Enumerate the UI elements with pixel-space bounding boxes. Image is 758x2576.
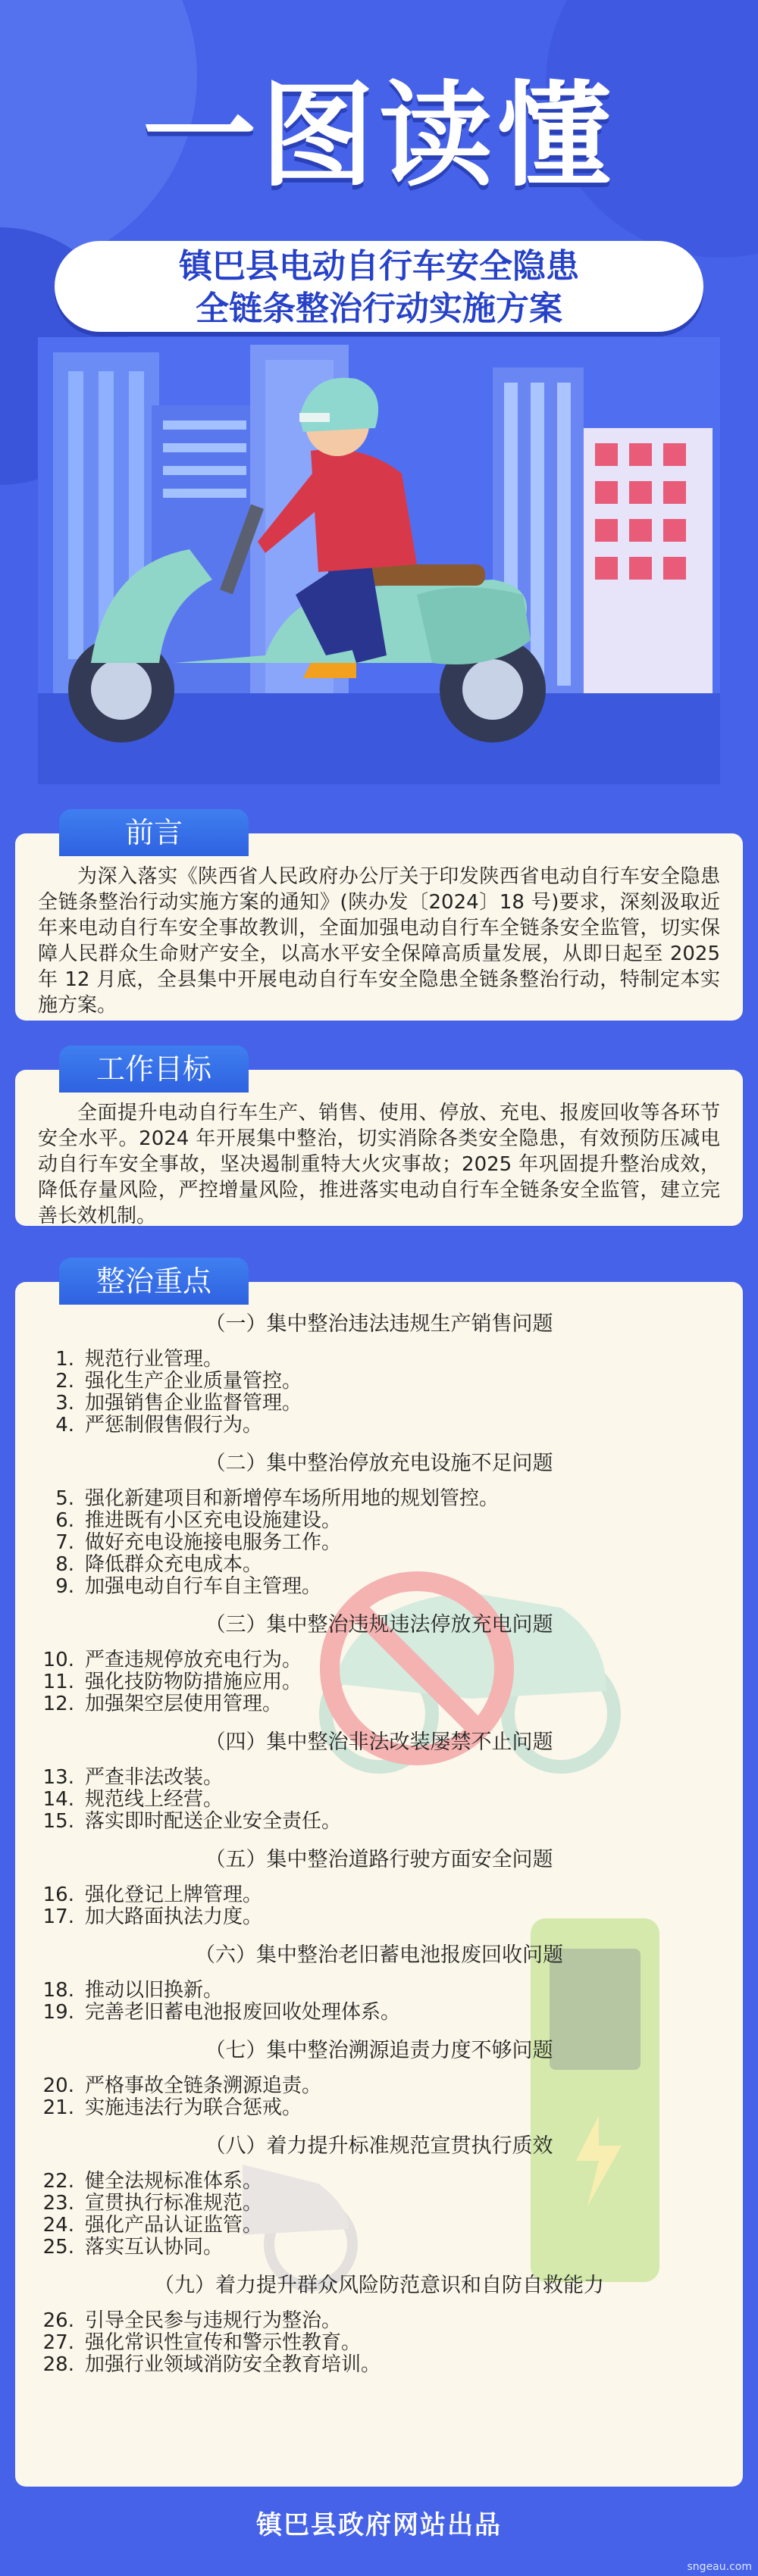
list-item-number: 4. (55, 1414, 74, 1436)
hero-title: 一图读懂 (142, 70, 615, 202)
list-item-text: 加强架空层使用管理。 (85, 1693, 283, 1715)
focus-group-heading: （三）集中整治违规违法停放充电问题 (205, 1613, 553, 1637)
focus-group-heading: （六）集中整治老旧蓄电池报废回收问题 (195, 1943, 563, 1967)
focus-group-heading: （八）着力提升标准规范宣贯执行质效 (205, 2134, 553, 2158)
list-item-number: 11. (42, 1671, 74, 1693)
list-item-text: 加强行业领域消防安全教育培训。 (85, 2353, 381, 2376)
list-item-number: 23. (42, 2192, 74, 2215)
list-item-text: 实施违法行为联合惩戒。 (85, 2096, 302, 2119)
subtitle-card (55, 241, 703, 332)
list-item-text: 加大路面执法力度。 (85, 1905, 263, 1928)
focus-groups (30, 1311, 728, 2376)
list-item-number: 2. (55, 1370, 74, 1393)
preface-card (15, 833, 743, 1021)
list-item-text: 强化生产企业质量管控。 (85, 1370, 302, 1393)
list-item-text: 落实即时配送企业安全责任。 (85, 1810, 342, 1833)
focus-list-item (30, 1371, 728, 1393)
focus-list-item (30, 2237, 728, 2259)
goal-text: 全面提升电动自行车生产、销售、使用、停放、充电、报废回收等各环节安全水平。2024 年开展集中整治，切实消除各类安全隐患，有效预防压减电动自行车安全事故，坚决遏制重特大火灾事故；2025 年巩固提升整治成效，降低存量风险，严控增量风险，推进落实电动自行车全链条安全监管，建立完善长效机制。 (38, 1102, 720, 1227)
list-item-number: 22. (42, 2170, 74, 2193)
list-item-text: 降低群众充电成本。 (85, 1553, 263, 1576)
list-item-text: 健全法规标准体系。 (85, 2170, 263, 2193)
focus-list-item (30, 1554, 728, 1576)
list-item-number: 14. (42, 1788, 74, 1811)
focus-card (15, 1282, 743, 2487)
list-item-number: 8. (55, 1553, 74, 1576)
list-item-text: 严格事故全链条溯源追责。 (85, 2074, 322, 2097)
list-item-number: 27. (42, 2331, 74, 2354)
list-item-text: 加强销售企业监督管理。 (85, 1392, 302, 1415)
focus-list-item (30, 1393, 728, 1415)
focus-list-item (30, 1576, 728, 1598)
focus-group-heading: （四）集中整治非法改装屡禁不止问题 (205, 1730, 553, 1754)
preface-text: 为深入落实《陕西省人民政府办公厅关于印发陕西省电动自行车安全隐患全链条整治行动实施方案的通知》(陕办发〔2024〕18 号)要求，深刻汲取近年来电动自行车安全事故教训，全面加强电动自行车全链条安全监管，切实保障人民群众生命财产安全，以高水平安全保障高质量发展，从即日起至 2025 年 12 月底，全县集中开展电动自行车安全隐患全链条整治行动，特制定本实施方案。 (38, 865, 720, 1017)
focus-list-item (30, 1415, 728, 1436)
list-item-number: 7. (55, 1531, 74, 1554)
goal-label: 工作目标 (59, 1046, 249, 1097)
list-item-number: 13. (42, 1766, 74, 1789)
focus-list-item (30, 1884, 728, 1906)
focus-list-item (30, 2310, 728, 2332)
subtitle-line-1: 镇巴县电动自行车安全隐患 (179, 247, 579, 286)
focus-list-item (30, 2075, 728, 2097)
focus-group-heading: （二）集中整治停放充电设施不足问题 (205, 1452, 553, 1475)
focus-list-item (30, 1906, 728, 1928)
focus-list-item (30, 1811, 728, 1833)
list-item-text: 宣贯执行标准规范。 (85, 2192, 263, 2215)
focus-list-item (30, 2171, 728, 2193)
list-item-text: 严查非法改装。 (85, 1766, 224, 1789)
focus-group-heading: （九）着力提升群众风险防范意识和自防自救能力 (154, 2274, 604, 2297)
list-item-text: 加强电动自行车自主管理。 (85, 1575, 322, 1598)
focus-list-item (30, 1649, 728, 1671)
list-item-text: 强化常识性宣传和警示性教育。 (85, 2331, 362, 2354)
list-item-number: 21. (42, 2096, 74, 2119)
list-item-text: 推进既有小区充电设施建设。 (85, 1509, 342, 1532)
focus-list-item (30, 1789, 728, 1811)
list-item-text: 严惩制假售假行为。 (85, 1414, 263, 1436)
list-item-text: 强化登记上牌管理。 (85, 1884, 263, 1906)
list-item-text: 引导全民参与违规行为整治。 (85, 2309, 342, 2332)
list-item-number: 26. (42, 2309, 74, 2332)
list-item-text: 完善老旧蓄电池报废回收处理体系。 (85, 2001, 401, 2024)
focus-group-heading: （七）集中整治溯源追责力度不够问题 (205, 2039, 553, 2062)
list-item-number: 19. (42, 2001, 74, 2024)
focus-group-heading: （五）集中整治道路行驶方面安全问题 (205, 1848, 553, 1871)
focus-list-item (30, 2193, 728, 2215)
list-item-text: 强化产品认证监管。 (85, 2214, 263, 2237)
list-item-text: 落实互认协同。 (85, 2236, 224, 2259)
watermark: sngeau.com (687, 2561, 752, 2573)
focus-label: 整治重点 (59, 1258, 249, 1309)
focus-list-item (30, 2354, 728, 2376)
list-item-number: 5. (55, 1487, 74, 1510)
focus-list-item (30, 1767, 728, 1789)
list-item-number: 18. (42, 1979, 74, 2002)
subtitle-line-2: 全链条整治行动实施方案 (196, 289, 562, 328)
list-item-number: 16. (42, 1884, 74, 1906)
focus-list-item (30, 1980, 728, 2002)
preface-label: 前言 (59, 809, 249, 861)
list-item-text: 严查违规停放充电行为。 (85, 1649, 302, 1671)
focus-list-item (30, 1693, 728, 1715)
focus-list-item (30, 2215, 728, 2237)
focus-list-item (30, 2097, 728, 2119)
focus-list-item (30, 2002, 728, 2024)
list-item-number: 20. (42, 2074, 74, 2097)
list-item-text: 规范行业管理。 (85, 1348, 224, 1371)
focus-list-item (30, 1532, 728, 1554)
list-item-number: 10. (42, 1649, 74, 1671)
list-item-number: 6. (55, 1509, 74, 1532)
list-item-number: 15. (42, 1810, 74, 1833)
list-item-number: 17. (42, 1905, 74, 1928)
list-item-text: 强化技防物防措施应用。 (85, 1671, 302, 1693)
focus-list-item (30, 2332, 728, 2354)
list-item-text: 推动以旧换新。 (85, 1979, 224, 2002)
list-item-number: 25. (42, 2236, 74, 2259)
list-item-number: 24. (42, 2214, 74, 2237)
list-item-number: 1. (55, 1348, 74, 1371)
list-item-number: 12. (42, 1693, 74, 1715)
list-item-number: 9. (55, 1575, 74, 1598)
list-item-number: 3. (55, 1392, 74, 1415)
focus-list-item (30, 1349, 728, 1371)
focus-group-heading: （一）集中整治违法违规生产销售问题 (205, 1312, 553, 1336)
list-item-text: 强化新建项目和新增停车场所用地的规划管控。 (85, 1487, 500, 1510)
list-item-text: 做好充电设施接电服务工作。 (85, 1531, 342, 1554)
scooter-rider-illustration (38, 337, 720, 784)
focus-list-item (30, 1488, 728, 1510)
focus-list-item (30, 1671, 728, 1693)
list-item-text: 规范线上经营。 (85, 1788, 224, 1811)
list-item-number: 28. (42, 2353, 74, 2376)
focus-list-item (30, 1510, 728, 1532)
footer-credit: 镇巴县政府网站出品 (256, 2510, 502, 2540)
